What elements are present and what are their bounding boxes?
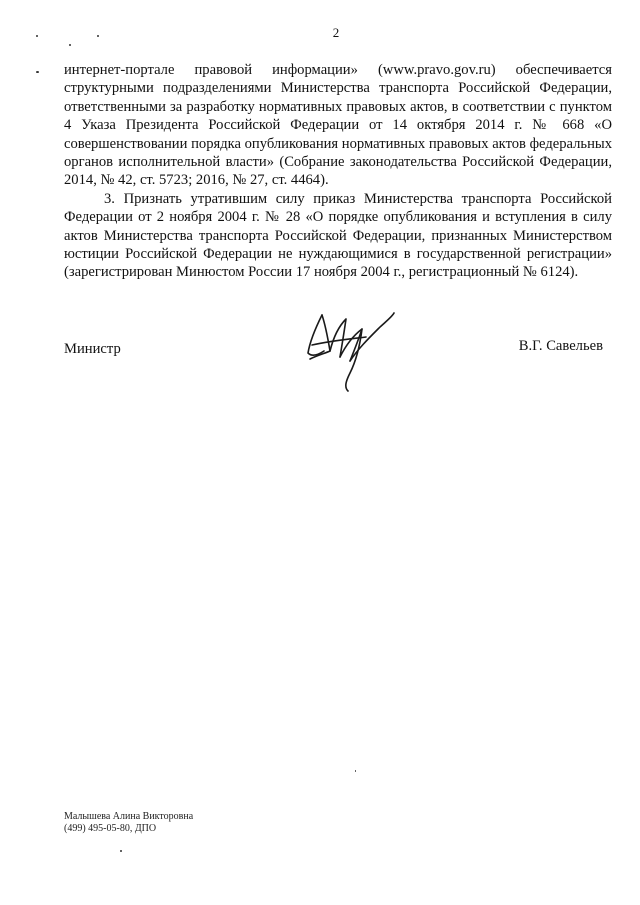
executor-info bbox=[64, 811, 193, 835]
scan-speck bbox=[69, 44, 71, 46]
document-body bbox=[64, 61, 612, 282]
scan-speck bbox=[97, 35, 99, 37]
scan-speck bbox=[355, 770, 356, 772]
scan-speck bbox=[36, 35, 38, 37]
paragraph-item-3: 3. Признать утратившим силу приказ Министерства транспорта Российской Федерации от 2 ноября 2004 г. № 28 «О порядке опубликования и вступления в силу актов Министерства транспорта Российской Федерации, признанных Министерством юстиции Российской Федерации не нуждающимися в государственной регистрации» (зарегистрирован Минюстом России 17 ноября 2004 г., регистрационный № 6124). bbox=[64, 190, 612, 281]
paragraph-continuation: интернет-портале правовой информации» (www.pravo.gov.ru) обеспечивается структурными подразделениями Министерства транспорта Российской Федерации, ответственными за разработку нормативных правовых актов, в соответствии с пунктом 4 Указа Президента Российской Федерации от 14 октября 2014 г. № 668 «О совершенствовании порядка опубликования нормативных правовых актов федеральных органов исполнительной власти» (Собрание законодательства Российской Федерации, 2014, № 42, ст. 5723; 2016, № 27, ст. 4464). bbox=[64, 62, 612, 189]
signer-title: Министр bbox=[64, 341, 121, 357]
executor-name: Малышева Алина Викторовна bbox=[64, 811, 194, 822]
scan-speck bbox=[120, 850, 122, 852]
signer-name: В.Г. Савельев bbox=[518, 338, 603, 354]
page-number: 2 bbox=[332, 25, 340, 40]
scan-speck bbox=[36, 71, 39, 73]
handwritten-signature bbox=[300, 305, 400, 397]
executor-phone: (499) 495-05-80, ДПО bbox=[64, 823, 157, 834]
